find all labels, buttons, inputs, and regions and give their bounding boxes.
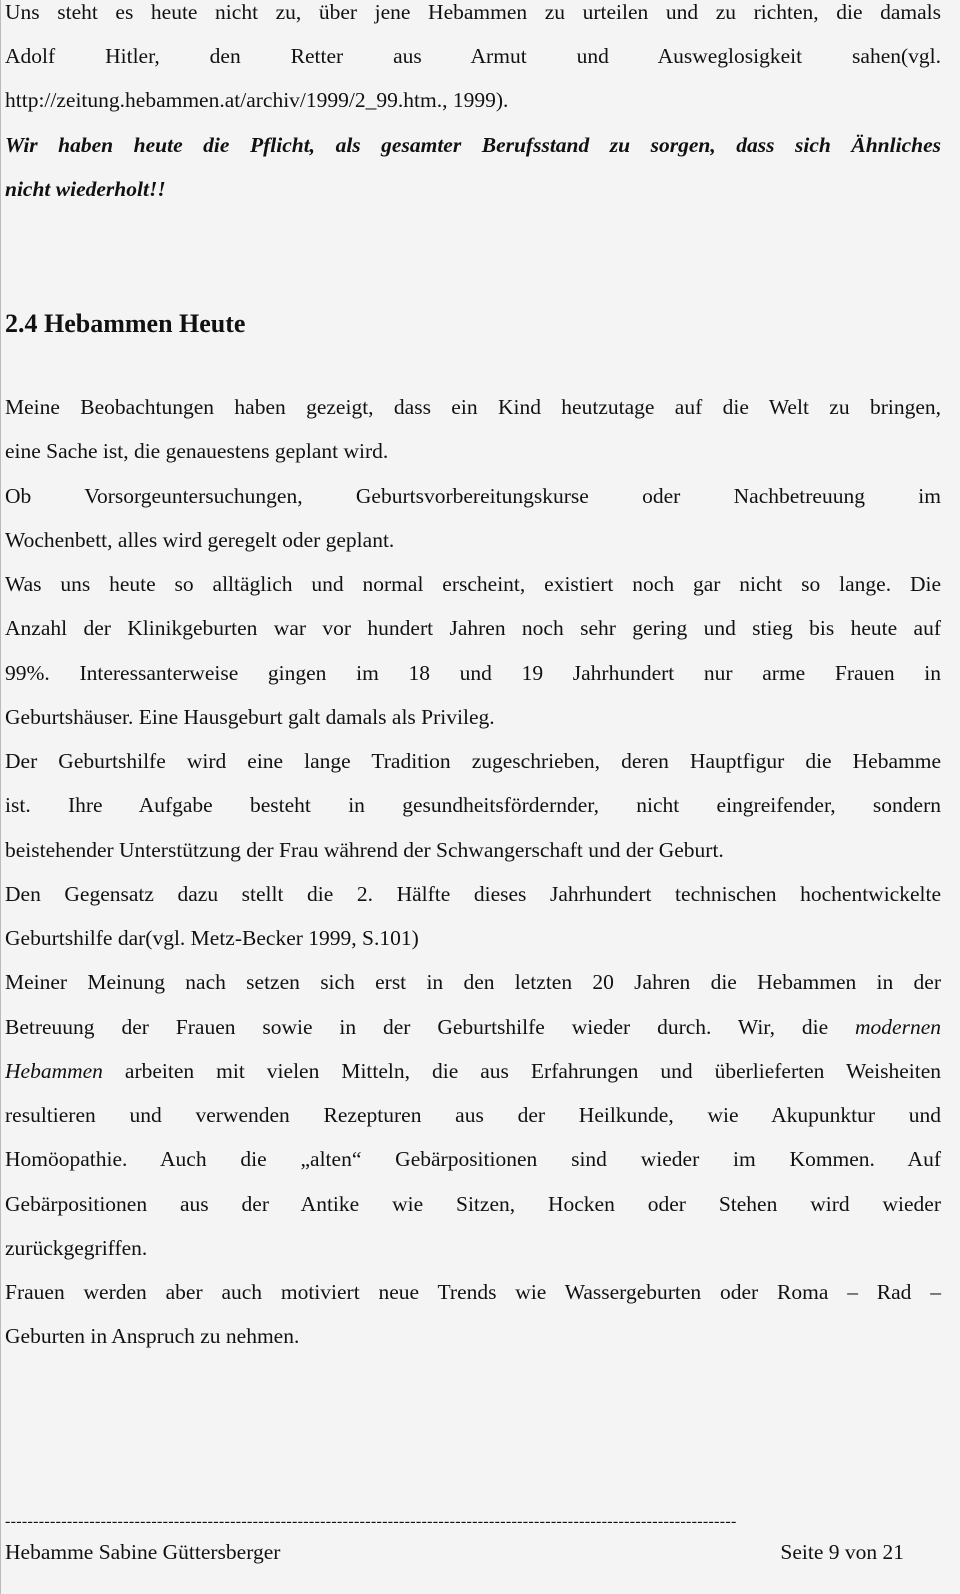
text-line (5, 34, 941, 78)
text-span: Geburtshäuser. Eine Hausgeburt galt damals als Privileg. (5, 704, 495, 729)
text-line (5, 123, 941, 167)
text-line (5, 651, 941, 695)
text-span: eine Sache ist, die genauestens geplant wird. (5, 439, 389, 464)
text-span: ist. Ihre Aufgabe besteht in gesundheitsfördernder, nicht eingreifender, sondern (5, 793, 941, 818)
text-line (5, 1049, 941, 1093)
text-span: resultieren und verwenden Rezepturen aus der Heilkunde, wie Akupunktur und (5, 1103, 941, 1127)
text-span: 99%. Interessanterweise gingen im 18 und 19 Jahrhundert nur arme Frauen in (5, 660, 941, 685)
text-span: Den Gegensatz dazu stellt die 2. Hälfte dieses Jahrhundert technischen hochentwickelte (5, 881, 941, 906)
text-span: arbeiten mit vielen Mitteln, die aus Erfahrungen und überlieferten Weisheiten (102, 1058, 941, 1083)
text-line (5, 1137, 941, 1181)
text-span: beistehender Unterstützung der Frau während der Schwangerschaft und der Geburt. (5, 837, 724, 862)
text-span: Ob Vorsorgeuntersuchungen, Geburtsvorbereitungskurse oder Nachbetreuung im (5, 483, 941, 508)
text-line (5, 518, 941, 562)
text-line (5, 429, 941, 473)
text-span: Wir haben heute die Pflicht, als gesamter Berufsstand zu sorgen, dass sich Ähnliches (5, 132, 941, 157)
text-line (5, 167, 941, 211)
text-line (5, 474, 941, 518)
text-span: zurückgegriffen. (5, 1235, 148, 1260)
text-line (5, 739, 941, 783)
footer-separator: ---------------------------------------------------------------------------------------------------------------------------------- (5, 1513, 737, 1530)
text-span: Uns steht es heute nicht zu, über jene Hebammen zu urteilen und zu richten, die damals (5, 0, 941, 24)
text-line (5, 916, 941, 960)
text-line (5, 1226, 941, 1270)
text-line (5, 1093, 941, 1137)
text-line (5, 828, 941, 872)
text-span: Anzahl der Klinikgeburten war vor hundert Jahren noch sehr gering und stieg bis heute auf (5, 616, 941, 641)
text-span: Meine Beobachtungen haben gezeigt, dass ein Kind heutzutage auf die Welt zu bringen, (5, 395, 941, 419)
footer-author: Hebamme Sabine Güttersberger (5, 1540, 281, 1564)
text-span: http://zeitung.hebammen.at/archiv/1999/2_99.htm., 1999). (5, 88, 509, 113)
text-span: Was uns heute so alltäglich und normal erscheint, existiert noch gar nicht so lange. Die (5, 572, 941, 596)
text-line (5, 695, 941, 739)
italic-text: Hebammen (5, 1058, 103, 1083)
text-line (5, 385, 941, 429)
text-span: Frauen werden aber auch motiviert neue Trends wie Wassergeburten oder Roma – Rad – (5, 1280, 941, 1304)
text-line (5, 1005, 941, 1049)
text-line (5, 783, 941, 827)
section-heading: 2.4 Hebammen Heute (5, 309, 246, 338)
text-span: Betreuung der Frauen sowie in der Geburtshilfe wieder durch. Wir, die (5, 1014, 856, 1039)
text-line (5, 872, 941, 916)
text-span: Geburten in Anspruch zu nehmen. (5, 1324, 300, 1349)
text-line (5, 606, 941, 650)
footer-page-number: Seite 9 von 21 (780, 1540, 904, 1564)
text-span: Adolf Hitler, den Retter aus Armut und Ausweglosigkeit sahen(vgl. (5, 44, 941, 69)
text-line (5, 78, 941, 122)
text-line (5, 562, 941, 606)
text-span: Geburtshilfe dar(vgl. Metz-Becker 1999, S.101) (5, 926, 419, 950)
text-span: Der Geburtshilfe wird eine lange Tradition zugeschrieben, deren Hauptfigur die Hebamme (5, 749, 941, 773)
text-span: Gebärpositionen aus der Antike wie Sitzen, Hocken oder Stehen wird wieder (5, 1191, 941, 1216)
text-line (5, 1270, 941, 1314)
text-span: Homöopathie. Auch die „alten“ Gebärpositionen sind wieder im Kommen. Auf (5, 1147, 941, 1172)
text-span: Meiner Meinung nach setzen sich erst in den letzten 20 Jahren die Hebammen in der (5, 970, 941, 995)
text-line (5, 960, 941, 1004)
text-line (5, 0, 941, 34)
italic-text: modernen (855, 1014, 941, 1039)
text-line (5, 1182, 941, 1226)
text-line (5, 1314, 941, 1358)
text-span: Wochenbett, alles wird geregelt oder geplant. (5, 527, 395, 552)
text-span: nicht wiederholt!! (5, 176, 166, 201)
